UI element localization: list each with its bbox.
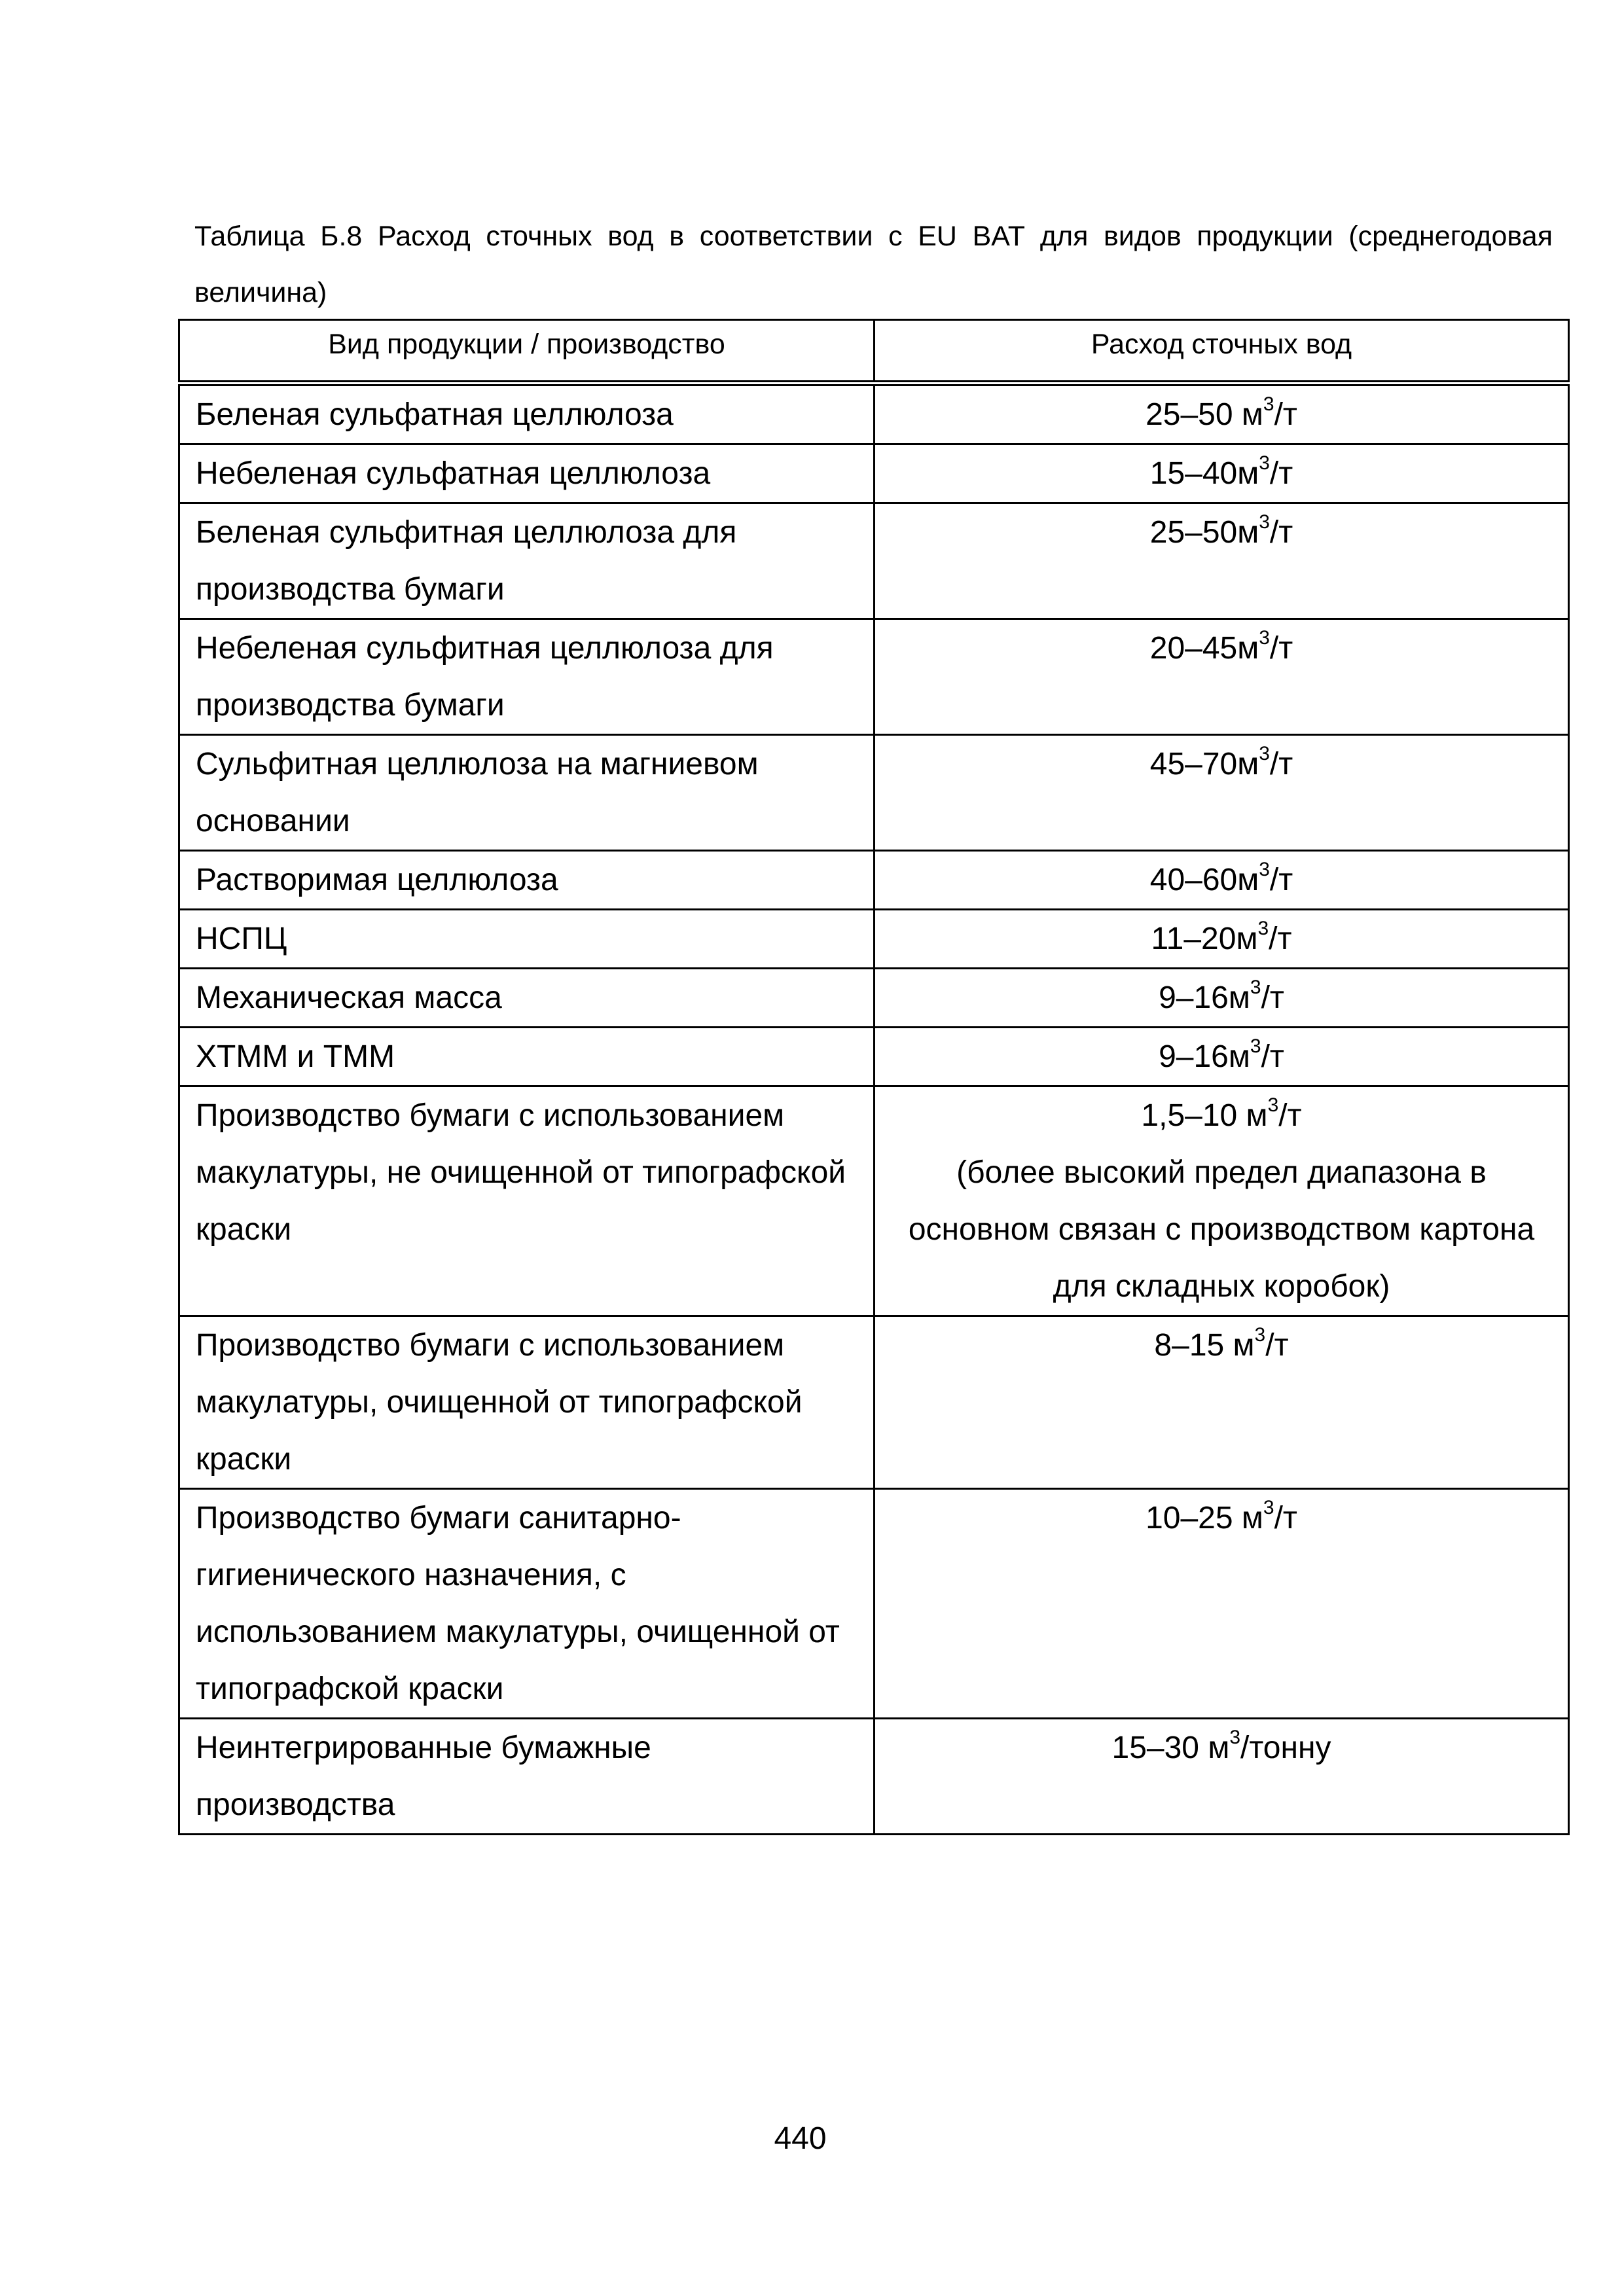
rate-value: 9–16м: [1159, 980, 1250, 1015]
rate-cell: [875, 503, 1569, 619]
rate-unit: /т: [1269, 515, 1293, 550]
table-row: [179, 1489, 1569, 1719]
wastewater-table: [178, 319, 1570, 1835]
product-cell: НСПЦ: [179, 910, 875, 969]
rate-value: 11–20м: [1151, 922, 1258, 956]
rate-exponent: 3: [1263, 393, 1274, 415]
product-cell: Беленая сульфитная целлюлоза для производства бумаги: [179, 503, 875, 619]
rate-unit: /т: [1269, 631, 1293, 666]
rate-value: 45–70м: [1149, 747, 1259, 781]
rate-value: 40–60м: [1149, 863, 1259, 897]
rate-value: 9–16м: [1159, 1039, 1250, 1074]
rate-unit: /т: [1269, 747, 1293, 781]
product-cell: Производство бумаги санитарно-гигиенического назначения, с использованием макулатуры, очищенной от типографской краски: [179, 1489, 875, 1719]
rate-unit: /т: [1265, 1328, 1289, 1363]
header-product: Вид продукции / производство: [179, 320, 875, 384]
rate-value: 1,5–10 м: [1141, 1098, 1268, 1133]
rate-value: 10–25 м: [1146, 1501, 1263, 1535]
rate-value: 20–45м: [1149, 631, 1259, 666]
table-row: [179, 735, 1569, 851]
rate-unit: /т: [1261, 1039, 1284, 1074]
product-cell: Неинтегрированные бумажные производства: [179, 1719, 875, 1835]
product-cell: Небеленая сульфатная целлюлоза: [179, 444, 875, 503]
rate-cell: [875, 851, 1569, 910]
table-row: [179, 1086, 1569, 1316]
rate-cell: [875, 910, 1569, 969]
rate-exponent: 3: [1259, 627, 1270, 649]
rate-exponent: 3: [1250, 977, 1261, 998]
rate-exponent: 3: [1263, 1497, 1274, 1518]
rate-exponent: 3: [1259, 511, 1270, 533]
rate-cell: [875, 969, 1569, 1028]
rate-value: 25–50м: [1149, 515, 1259, 550]
rate-value: 15–30 м: [1111, 1731, 1230, 1765]
rate-cell: [875, 1028, 1569, 1086]
table-row: [179, 384, 1569, 444]
rate-exponent: 3: [1259, 859, 1270, 880]
rate-unit: /т: [1274, 397, 1297, 432]
table-row: [179, 1028, 1569, 1086]
table-header-row: [179, 320, 1569, 384]
product-cell: Механическая масса: [179, 969, 875, 1028]
rate-cell: [875, 1489, 1569, 1719]
rate-value: 8–15 м: [1154, 1328, 1255, 1363]
table-caption: Таблица Б.8 Расход сточных вод в соответствии с EU BAT для видов продукции (среднегодовая величина): [194, 221, 1553, 308]
table-row: [179, 503, 1569, 619]
table-row: [179, 444, 1569, 503]
rate-cell: [875, 1086, 1569, 1316]
rate-unit: /т: [1269, 863, 1293, 897]
rate-value: 15–40м: [1149, 456, 1259, 491]
rate-unit: /т: [1274, 1501, 1297, 1535]
rate-exponent: 3: [1259, 452, 1270, 474]
rate-unit: /т: [1269, 922, 1292, 956]
rate-exponent: 3: [1229, 1727, 1240, 1748]
rate-value: 25–50 м: [1146, 397, 1263, 432]
page-number: 440: [774, 2121, 827, 2156]
rate-exponent: 3: [1257, 918, 1269, 939]
rate-exponent: 3: [1259, 743, 1270, 764]
product-cell: Производство бумаги с использованием макулатуры, не очищенной от типографской краски: [179, 1086, 875, 1316]
product-cell: Производство бумаги с использованием макулатуры, очищенной от типографской краски: [179, 1316, 875, 1489]
rate-exponent: 3: [1250, 1035, 1261, 1057]
rate-exponent: 3: [1267, 1094, 1279, 1116]
product-cell: Небеленая сульфитная целлюлоза для производства бумаги: [179, 619, 875, 735]
table-row: [179, 1316, 1569, 1489]
rate-unit: /т: [1261, 980, 1284, 1015]
rate-unit: /тонну: [1240, 1731, 1331, 1765]
rate-exponent: 3: [1254, 1324, 1266, 1346]
table-row: [179, 910, 1569, 969]
rate-cell: [875, 1719, 1569, 1835]
table-row: [179, 619, 1569, 735]
rate-cell: [875, 1316, 1569, 1489]
header-rate: Расход сточных вод: [875, 320, 1569, 384]
rate-cell: [875, 735, 1569, 851]
product-cell: Растворимая целлюлоза: [179, 851, 875, 910]
product-cell: ХТММ и ТММ: [179, 1028, 875, 1086]
rate-cell: [875, 384, 1569, 444]
rate-cell: [875, 619, 1569, 735]
table-row: [179, 969, 1569, 1028]
table-row: [179, 1719, 1569, 1835]
rate-note: (более высокий предел диапазона в основном связан с производством картона для складных коробок): [908, 1155, 1535, 1304]
rate-unit: /т: [1278, 1098, 1302, 1133]
rate-cell: [875, 444, 1569, 503]
product-cell: Сульфитная целлюлоза на магниевом основании: [179, 735, 875, 851]
product-cell: Беленая сульфатная целлюлоза: [179, 384, 875, 444]
table-row: [179, 851, 1569, 910]
rate-unit: /т: [1269, 456, 1293, 491]
